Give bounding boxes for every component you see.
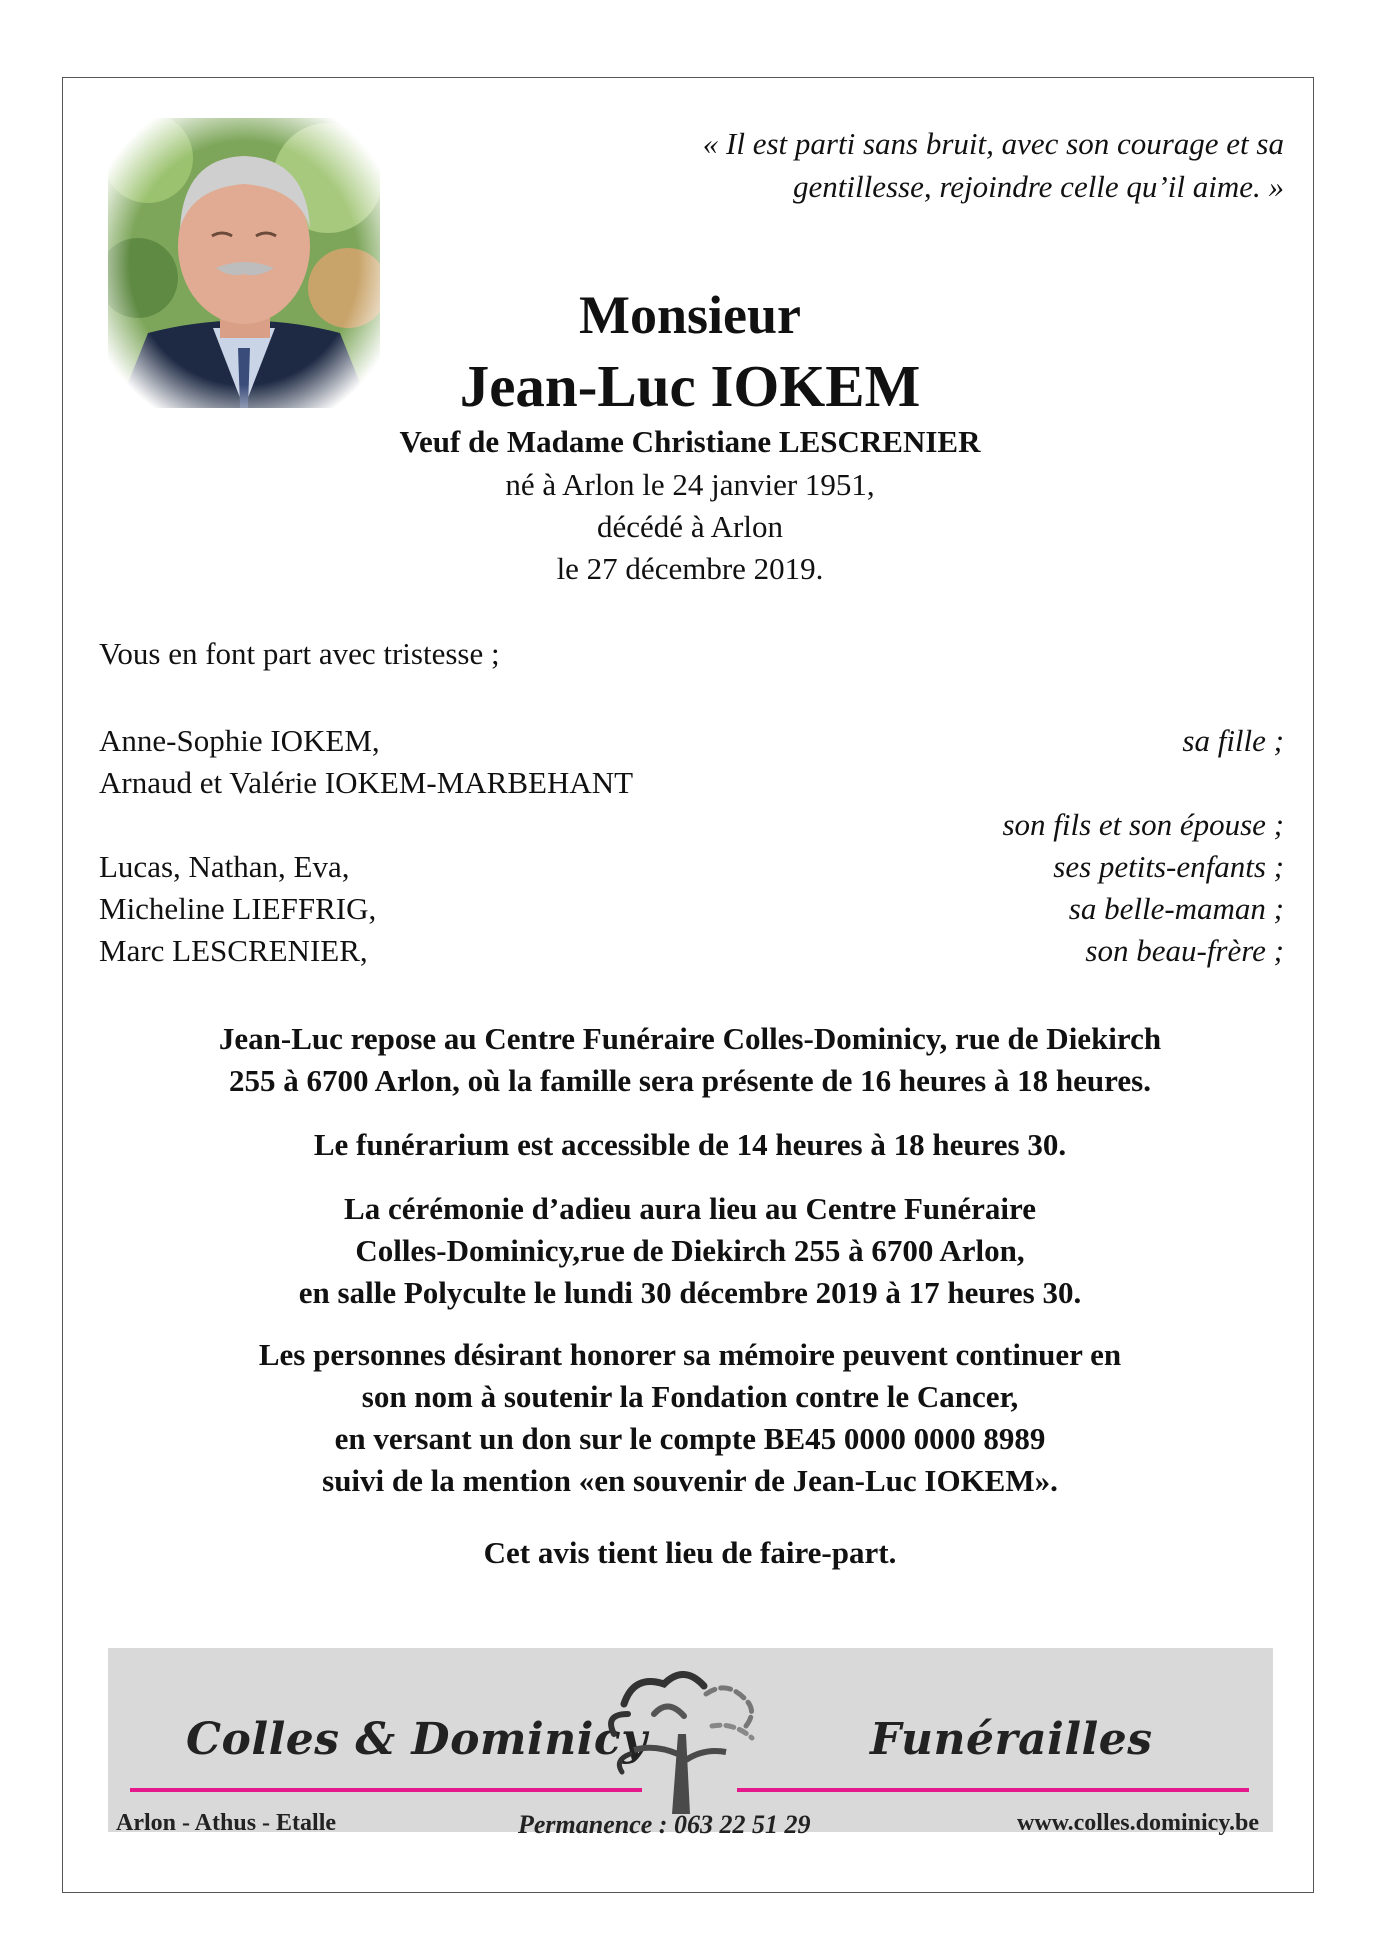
funeral-home-banner	[108, 1648, 1273, 1839]
family-row	[99, 720, 1284, 762]
family-member-name: Anne-Sophie IOKEM,	[99, 723, 380, 758]
rest-line-1: Jean-Luc repose au Centre Funéraire Colles-Dominicy, rue de Diekirch	[218, 1021, 1162, 1056]
access-paragraph: Le funérarium est accessible de 14 heures à 18 heures 30.	[313, 1127, 1067, 1162]
family-row	[99, 804, 1284, 846]
tree-logo-icon	[594, 1664, 774, 1819]
family-row	[99, 846, 1284, 888]
brand-tagline: Funérailles	[870, 1714, 1153, 1765]
accent-line-right	[737, 1788, 1249, 1792]
branch-cities: Arlon - Athus - Etalle	[116, 1810, 337, 1836]
family-member-relation: sa fille ;	[1182, 723, 1284, 758]
family-member-relation: sa belle-maman ;	[1068, 891, 1284, 926]
quote-line-2: gentillesse, rejoindre celle qu’il aime. »	[793, 169, 1284, 204]
ceremony-line-2: Colles-Dominicy,rue de Diekirch 255 à 6700 Arlon,	[355, 1233, 1025, 1268]
donation-line-1: Les personnes désirant honorer sa mémoire peuvent continuer en	[258, 1337, 1122, 1372]
donation-paragraph	[110, 1334, 1270, 1502]
family-row	[99, 762, 1284, 804]
ceremony-line-3: en salle Polyculte le lundi 30 décembre 2019 à 17 heures 30.	[298, 1275, 1082, 1310]
ceremony-line-1: La cérémonie d’adieu aura lieu au Centre Funéraire	[344, 1191, 1036, 1226]
website-link[interactable]: www.colles.dominicy.be	[1016, 1810, 1259, 1836]
donation-line-4: suivi de la mention «en souvenir de Jean-Luc IOKEM».	[322, 1463, 1058, 1498]
quote	[480, 122, 1284, 208]
family-member-name: Arnaud et Valérie IOKEM-MARBEHANT	[99, 765, 634, 800]
donation-line-3: en versant un don sur le compte BE45 0000 0000 8989	[334, 1421, 1046, 1456]
family-member-name: Lucas, Nathan, Eva,	[99, 849, 350, 884]
family-member-relation: ses petits-enfants ;	[1053, 849, 1284, 884]
birth-line: né à Arlon le 24 janvier 1951,	[505, 467, 875, 502]
dates-block	[400, 464, 980, 590]
family-row	[99, 888, 1284, 930]
family-member-relation: son fils et son épouse ;	[1002, 807, 1284, 842]
donation-line-2: son nom à soutenir la Fondation contre le Cancer,	[361, 1379, 1019, 1414]
deceased-name: Jean-Luc IOKEM	[459, 353, 921, 419]
rest-line-2: 255 à 6700 Arlon, où la famille sera présente de 16 heures à 18 heures.	[229, 1063, 1151, 1098]
death-place-line: décédé à Arlon	[597, 509, 783, 544]
civility: Monsieur	[579, 285, 801, 345]
rest-paragraph	[110, 1018, 1270, 1102]
family-row	[99, 930, 1284, 972]
family-member-name: Micheline LIEFFRIG,	[99, 891, 377, 926]
intro-text: Vous en font part avec tristesse ;	[99, 636, 500, 671]
death-date-line: le 27 décembre 2019.	[556, 551, 824, 586]
quote-line-1: « Il est parti sans bruit, avec son courage et sa	[702, 126, 1284, 161]
family-member-relation: son beau-frère ;	[1085, 933, 1284, 968]
phone-number: Permanence : 063 22 51 29	[518, 1810, 811, 1839]
accent-line-left	[130, 1788, 642, 1792]
family-member-name: Marc LESCRENIER,	[99, 933, 368, 968]
spouse-line: Veuf de Madame Christiane LESCRENIER	[399, 424, 981, 459]
family-list	[99, 720, 1284, 972]
ceremony-paragraph	[110, 1188, 1270, 1314]
brand-name: Colles & Dominicy	[186, 1714, 648, 1765]
closing-note: Cet avis tient lieu de faire-part.	[483, 1535, 897, 1570]
